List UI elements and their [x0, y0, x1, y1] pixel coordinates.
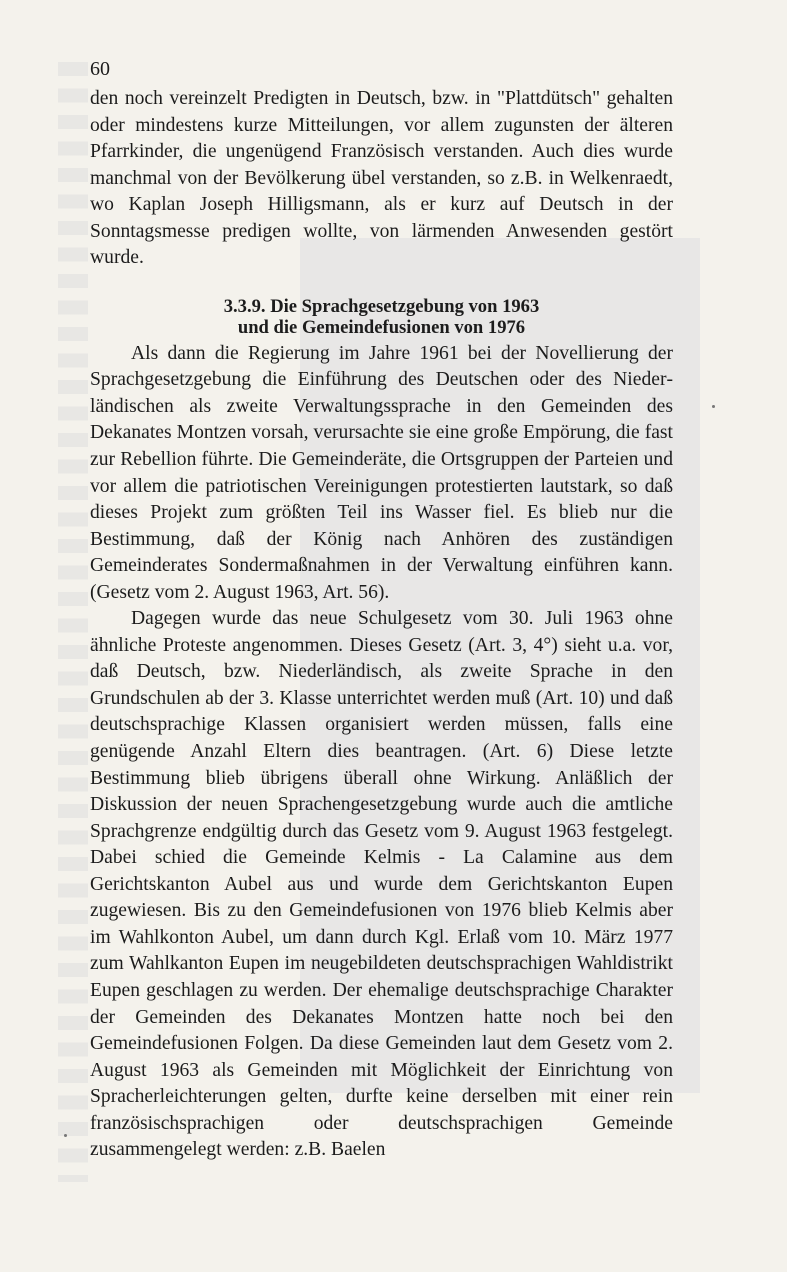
- page-number: 60: [90, 58, 110, 80]
- section-heading-line-2: und die Gemeindefusionen von 1976: [237, 316, 526, 338]
- bleed-through-margin-lines: [58, 62, 88, 1182]
- paragraph-regierung: Als dann die Regierung im Jahre 1961 bei der Novellierung der Sprachgesetzgebung die Einführung des Deutschen oder des Niederländischen als zweite Verwaltungssprache in den Gemeinden des Dekanates Montzen vorsah, verursachte sie eine große Empörung, die fast zur Rebellion führte. Die Gemeinderäte, die Ortsgruppen der Parteien und vor allem die patriotischen Vereinigungen protestierten lautstark, so daß dieses Projekt zum größten Teil ins Wasser fiel. Es blieb nur die Bestimmung, daß der König nach Anhören des zuständigen Gemeinderates Sondermaßnahmen in der Verwaltung einführen kann. (Gesetz vom 2. August 1963, Art. 56).: [90, 342, 673, 603]
- section-heading-line-1: 3.3.9. Die Sprachgesetzgebung von 1963: [223, 295, 540, 317]
- book-page: [90, 56, 673, 1164]
- paragraph-intro: den noch vereinzelt Predigten in Deutsch, bzw. in "Plattdütsch" gehalten oder mindestens kurze Mitteilungen, vor allem zugunsten der älteren Pfarrkinder, die ungenügend Französisch verstanden. Auch dies wurde manchmal von der Bevölkerung übel verstanden, so z.B. in Welkenraedt, wo Kaplan Joseph Hilligsmann, als er kurz auf Deutsch in der Sonntagsmesse predigen wollte, von lärmenden Anwesenden gestört wurde.: [90, 88, 673, 269]
- paragraph-schulgesetz: Dagegen wurde das neue Schulgesetz vom 30. Juli 1963 ohne ähnliche Proteste angenommen. Dieses Gesetz (Art. 3, 4°) sieht u.a. vor, daß Deutsch, bzw. Niederländisch, als zweite Sprache in den Grundschulen ab der 3. Klasse unterrichtet werden muß (Art. 10) und daß deutschsprachige Klassen organisiert werden müssen, falls eine genügende Anzahl Eltern dies beantragen. (Art. 6) Diese letzte Bestimmung blieb übrigens überall ohne Wirkung. Anläßlich der Diskussion der neuen Sprachengesetzgebung wurde auch die amtliche Sprachgrenze endgültig durch das Gesetz vom 9. August 1963 festgelegt. Dabei schied die Gemeinde Kelmis - La Calamine aus dem Gerichtskanton Aubel aus und wurde dem Gerichtskanton Eupen zugewiesen. Bis zu den Gemeindefusionen von 1976 blieb Kelmis aber im Wahlkonton Aubel, um dann durch Kgl. Erlaß vom 10. März 1977 zum Wahlkanton Eupen im neugebildeten deutschsprachigen Wahldistrikt Eupen geschlagen zu werden. Der ehemalige deutschsprachige Charakter der Gemeinden des Dekanates Montzen hatte noch bei den Gemeindefusionen Folgen. Da diese Gemeinden laut dem Gesetz vom 2. August 1963 als Gemeinden mit Möglichkeit der Einrichtung von Spracherleichterungen gelten, durfte keine derselben mit einer rein französischsprachigen oder deutschsprachigen Gemeinde zusammengelegt werden: z.B. Baelen: [90, 608, 673, 1161]
- section-heading: [90, 296, 673, 338]
- speck-dot: [64, 1134, 67, 1137]
- speck-dot: [712, 405, 715, 408]
